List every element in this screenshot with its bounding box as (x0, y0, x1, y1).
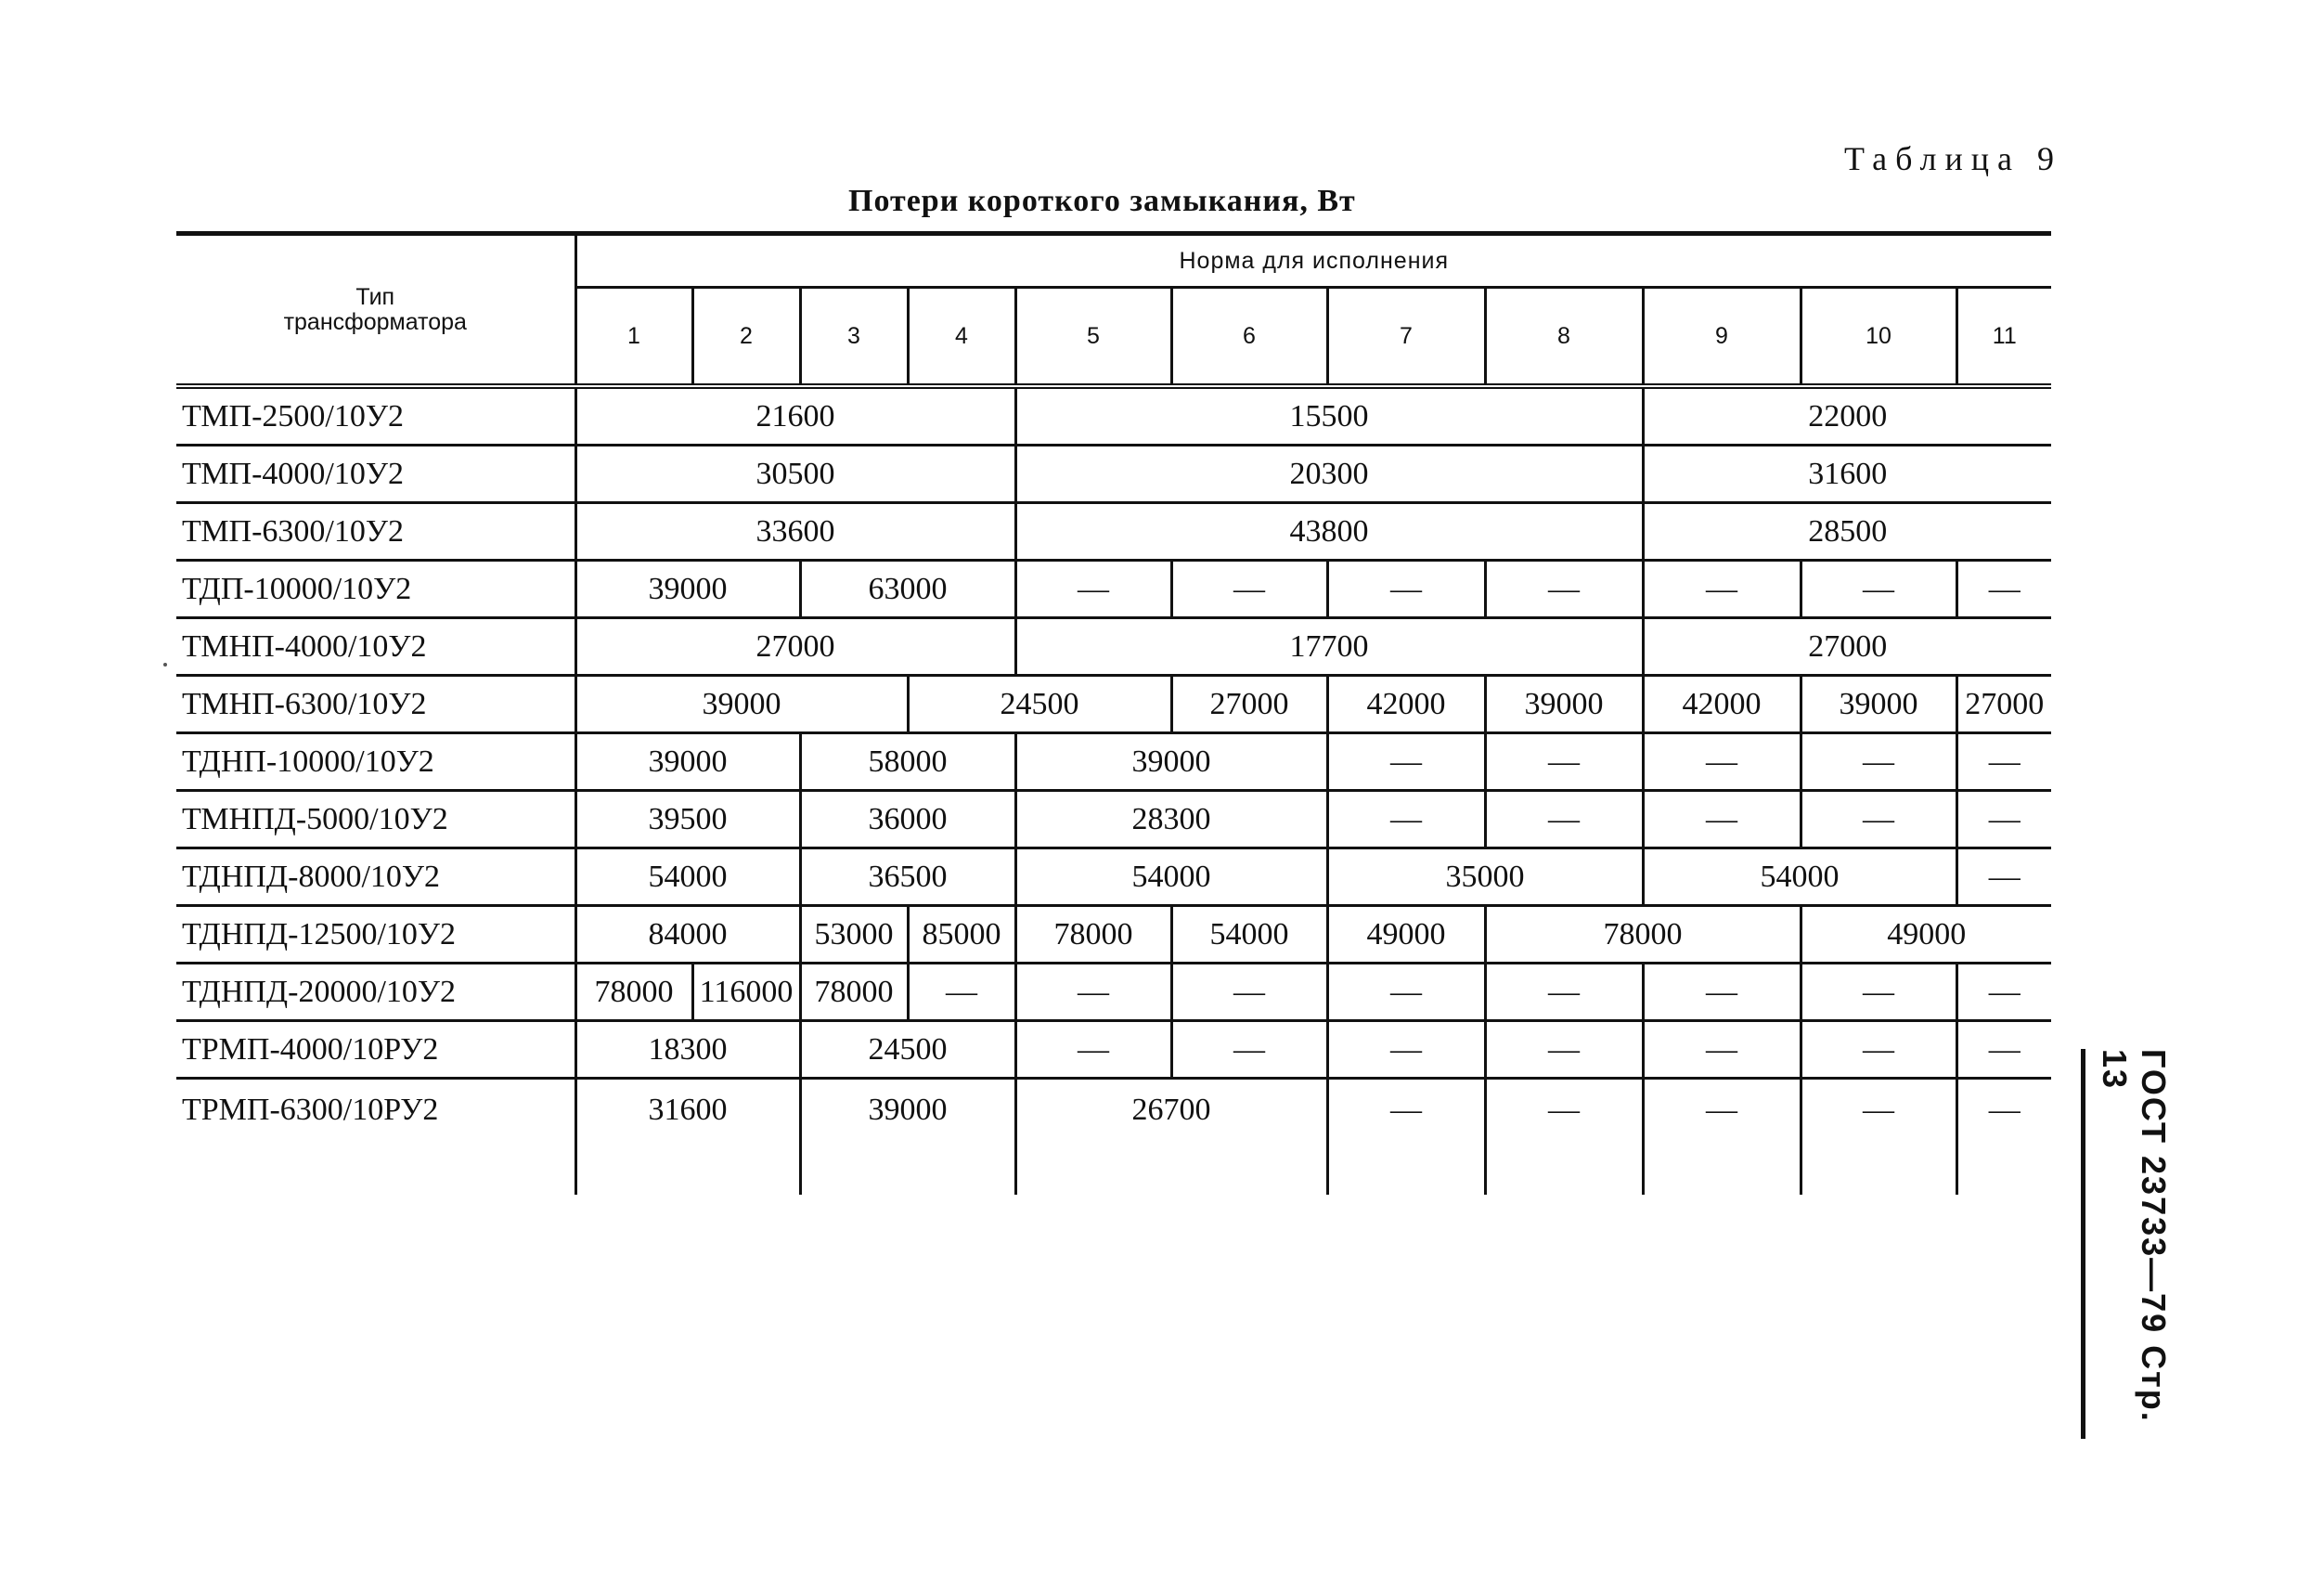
loss-value-cell: 39000 (575, 561, 800, 618)
loss-value-cell: 54000 (1015, 848, 1327, 906)
loss-value-cell: 39000 (575, 733, 800, 791)
table-title: Потери короткого замыкания, Вт (848, 184, 1356, 218)
loss-value-cell: 18300 (575, 1021, 800, 1079)
table-body (176, 386, 2051, 1195)
loss-value-cell: 15500 (1015, 386, 1643, 446)
table-row (176, 503, 2051, 561)
side-reference-text: ГОСТ 23733—79 Стр. 13 (2096, 1049, 2173, 1423)
table-row (176, 848, 2051, 906)
transformer-type-cell: ТДНП-10000/10У2 (176, 733, 575, 791)
loss-value-cell: 39000 (800, 1079, 1015, 1196)
table-header (176, 234, 2051, 387)
loss-value-cell: 30500 (575, 446, 1015, 503)
column-number-2: 2 (692, 288, 800, 387)
transformer-type-header-line: трансформатора (283, 308, 467, 335)
loss-value-cell: 27000 (1956, 676, 2051, 733)
loss-value-cell: 17700 (1015, 618, 1643, 676)
column-number-8: 8 (1485, 288, 1643, 387)
empty-value-cell: — (1015, 561, 1171, 618)
empty-value-cell: — (1956, 561, 2051, 618)
loss-value-cell: 49000 (1801, 906, 2051, 964)
transformer-type-cell: ТМНП-6300/10У2 (176, 676, 575, 733)
empty-value-cell: — (1801, 1079, 1956, 1196)
loss-value-cell: 78000 (1015, 906, 1171, 964)
column-number-3: 3 (800, 288, 908, 387)
empty-value-cell: — (1327, 791, 1485, 848)
loss-value-cell: 39000 (1801, 676, 1956, 733)
loss-value-cell: 27000 (575, 618, 1015, 676)
loss-value-cell: 20300 (1015, 446, 1643, 503)
loss-value-cell: 33600 (575, 503, 1015, 561)
loss-value-cell: 21600 (575, 386, 1015, 446)
empty-value-cell: — (1801, 791, 1956, 848)
empty-value-cell: — (1327, 1021, 1485, 1079)
column-number-5: 5 (1015, 288, 1171, 387)
loss-value-cell: 43800 (1015, 503, 1643, 561)
loss-table-container (176, 231, 2051, 1195)
empty-value-cell: — (1485, 1021, 1643, 1079)
transformer-type-cell: ТДНПД-8000/10У2 (176, 848, 575, 906)
loss-value-cell: 22000 (1643, 386, 2051, 446)
empty-value-cell: — (1643, 1021, 1801, 1079)
loss-value-cell: 116000 (692, 964, 800, 1021)
loss-value-cell: 42000 (1643, 676, 1801, 733)
side-reference (2081, 1049, 2173, 1439)
loss-value-cell: 31600 (648, 1093, 728, 1127)
loss-value-cell: 42000 (1327, 676, 1485, 733)
empty-value-cell: — (1643, 561, 1801, 618)
column-number-9: 9 (1643, 288, 1801, 387)
transformer-type-cell: ТДНПД-12500/10У2 (176, 906, 575, 964)
empty-value-cell: — (1485, 561, 1643, 618)
loss-value-cell: 35000 (1327, 848, 1643, 906)
transformer-type-cell: ТМП-2500/10У2 (176, 386, 575, 446)
empty-value-cell: — (1171, 964, 1327, 1021)
loss-value-cell: 85000 (908, 906, 1015, 964)
loss-value-cell: 78000 (1485, 906, 1801, 964)
loss-value-cell: 39000 (575, 676, 908, 733)
column-number-6: 6 (1171, 288, 1327, 387)
transformer-type-header (176, 234, 575, 387)
loss-value-cell: 53000 (800, 906, 908, 964)
empty-value-cell: — (1643, 733, 1801, 791)
empty-value-cell: — (1801, 1021, 1956, 1079)
table-row (176, 561, 2051, 618)
loss-value-cell: 26700 (1015, 1079, 1327, 1196)
short-circuit-loss-table (176, 231, 2051, 1195)
empty-value-cell: — (1801, 733, 1956, 791)
loss-value-cell: 24500 (908, 676, 1171, 733)
table-row (176, 1021, 2051, 1079)
loss-value-cell: 39500 (575, 791, 800, 848)
loss-value-cell: 36000 (800, 791, 1015, 848)
transformer-type-cell: ТРМП-6300/10РУ2 (176, 1079, 575, 1196)
empty-value-cell: — (1643, 791, 1801, 848)
empty-value-cell: — (1956, 848, 2051, 906)
empty-value-cell: — (1327, 561, 1485, 618)
empty-value-cell: — (1801, 561, 1956, 618)
transformer-type-cell: ТДНПД-20000/10У2 (176, 964, 575, 1021)
table-number-label: Таблица 9 (1844, 140, 2062, 177)
loss-value-cell: 49000 (1327, 906, 1485, 964)
loss-value-cell: 78000 (575, 964, 692, 1021)
loss-value-cell: 54000 (1643, 848, 1956, 906)
table-row (176, 906, 2051, 964)
table-row (176, 733, 2051, 791)
empty-value-cell: — (1643, 1079, 1801, 1196)
table-row (176, 446, 2051, 503)
table-row (176, 618, 2051, 676)
column-number-10: 10 (1801, 288, 1956, 387)
empty-value-cell: — (1956, 791, 2051, 848)
column-number-11: 11 (1956, 288, 2051, 387)
empty-value-cell: — (1485, 964, 1643, 1021)
loss-value-cell: 63000 (800, 561, 1015, 618)
column-number-1: 1 (575, 288, 692, 387)
empty-value-cell: — (908, 964, 1015, 1021)
empty-value-cell: — (1956, 964, 2051, 1021)
loss-value-cell: 78000 (800, 964, 908, 1021)
transformer-type-cell: ТМНПД-5000/10У2 (176, 791, 575, 848)
table-row (176, 386, 2051, 446)
empty-value-cell: — (1327, 964, 1485, 1021)
loss-value-cell: 27000 (1171, 676, 1327, 733)
transformer-type-cell: ТМП-4000/10У2 (176, 446, 575, 503)
loss-value-cell: 24500 (800, 1021, 1015, 1079)
empty-value-cell: — (1327, 733, 1485, 791)
empty-value-cell: — (1171, 1021, 1327, 1079)
loss-value-cell: 31600 (1643, 446, 2051, 503)
empty-value-cell: — (1015, 1021, 1171, 1079)
transformer-type-header-line: Тип (355, 283, 395, 310)
loss-value-cell: 58000 (800, 733, 1015, 791)
norm-header: Норма для исполнения (575, 234, 2051, 288)
table-row (176, 676, 2051, 733)
transformer-type-cell: ТДП-10000/10У2 (176, 561, 575, 618)
stray-mark (163, 663, 167, 667)
empty-value-cell: — (1643, 964, 1801, 1021)
table-row (176, 1079, 2051, 1196)
empty-value-cell: — (1956, 1021, 2051, 1079)
transformer-type-cell: ТМНП-4000/10У2 (176, 618, 575, 676)
loss-value-cell: 36500 (800, 848, 1015, 906)
loss-value-cell: 54000 (1171, 906, 1327, 964)
loss-value-cell: 28500 (1643, 503, 2051, 561)
empty-value-cell: — (1801, 964, 1956, 1021)
loss-value-cell: 54000 (575, 848, 800, 906)
empty-value-cell: — (1327, 1079, 1485, 1196)
transformer-type-cell: ТРМП-4000/10РУ2 (176, 1021, 575, 1079)
table-row (176, 964, 2051, 1021)
loss-value-cell: 84000 (575, 906, 800, 964)
column-number-7: 7 (1327, 288, 1485, 387)
empty-value-cell: — (1956, 733, 2051, 791)
empty-value-cell: — (1956, 1079, 2051, 1196)
empty-value-cell: — (1171, 561, 1327, 618)
empty-value-cell: — (1485, 791, 1643, 848)
loss-value-cell: 28300 (1015, 791, 1327, 848)
loss-value-cell: 27000 (1643, 618, 2051, 676)
empty-value-cell: — (1015, 964, 1171, 1021)
empty-value-cell: — (1485, 733, 1643, 791)
empty-value-cell: — (1485, 1079, 1643, 1196)
transformer-type-cell: ТМП-6300/10У2 (176, 503, 575, 561)
table-row (176, 791, 2051, 848)
loss-value-cell: 39000 (1485, 676, 1643, 733)
column-number-4: 4 (908, 288, 1015, 387)
loss-value-cell: 39000 (1015, 733, 1327, 791)
